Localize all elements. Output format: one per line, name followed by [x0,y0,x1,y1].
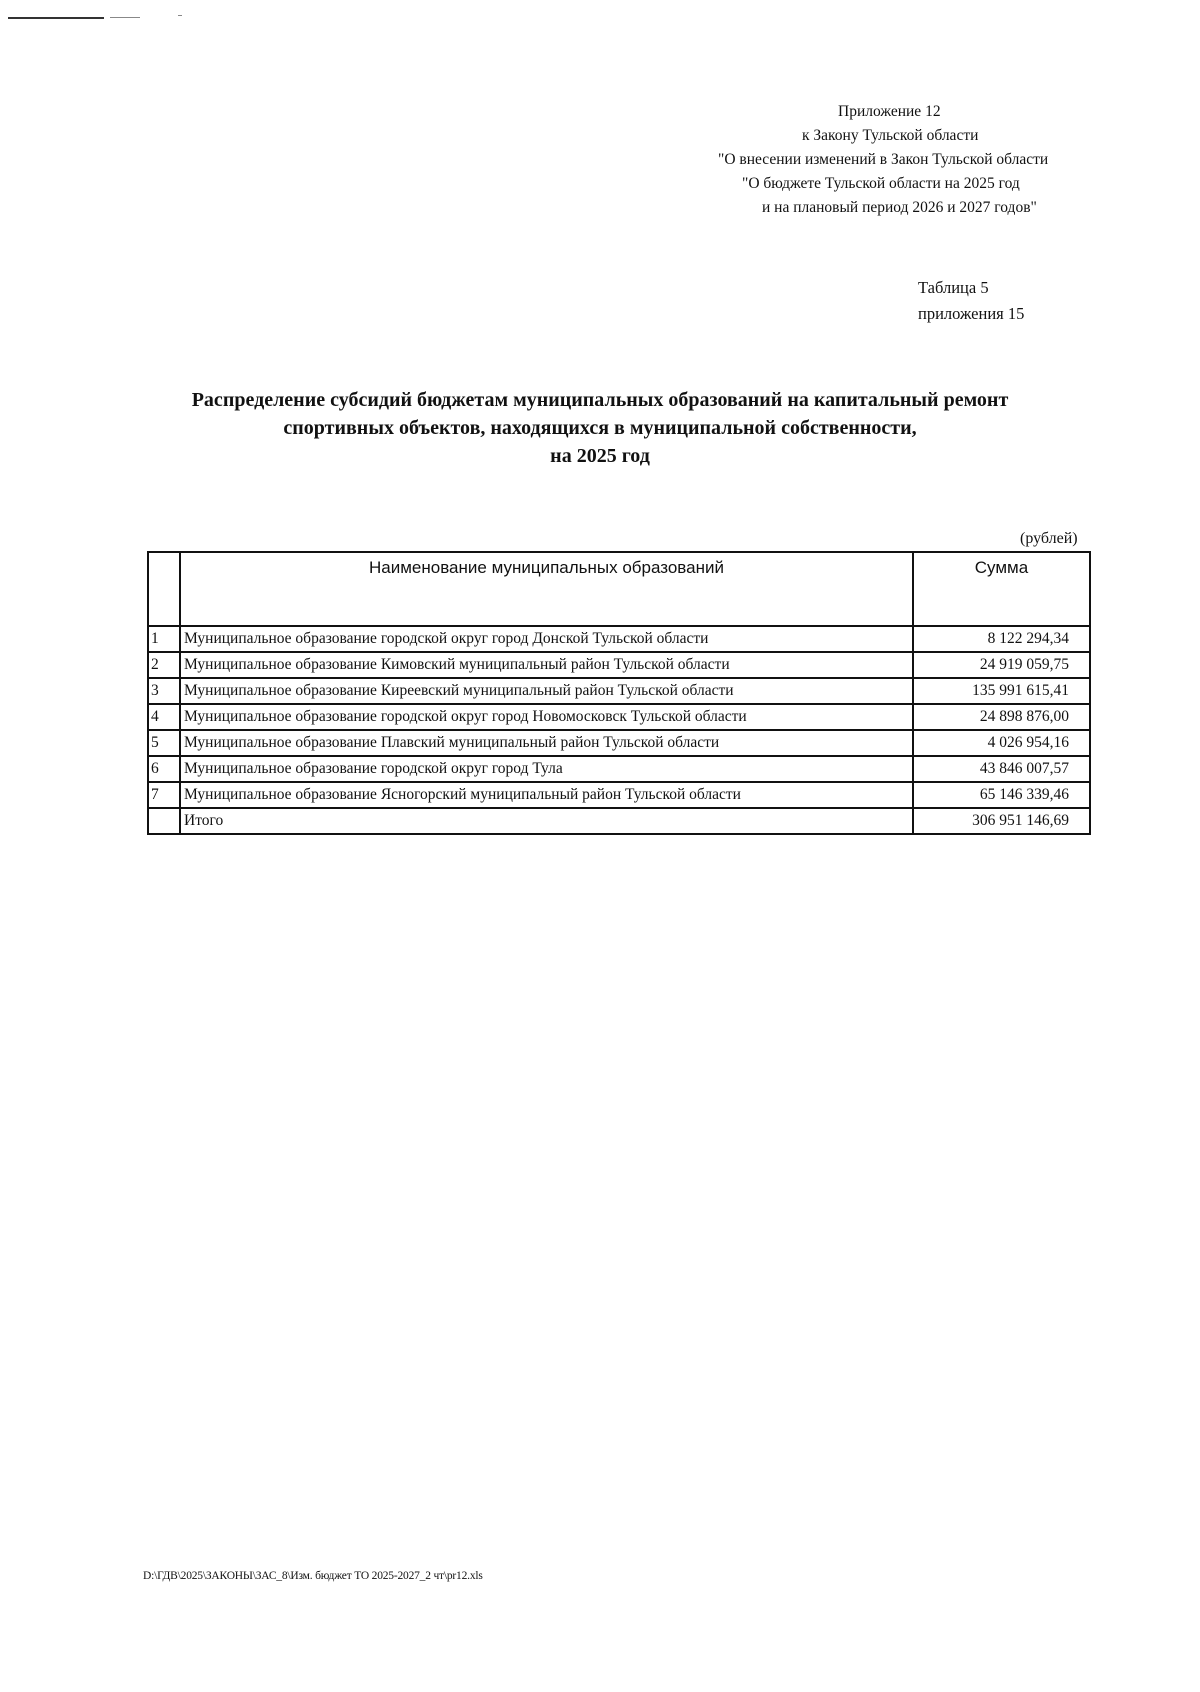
document-title [130,386,1070,470]
row-amount: 8 122 294,34 [913,626,1090,652]
row-number: 3 [148,678,180,704]
total-label: Итого [180,808,913,834]
title-line: на 2025 год [550,445,650,467]
total-number [148,808,180,834]
header-amount: Сумма [913,552,1090,626]
appendix-line: и на плановый период 2026 и 2027 годов" [762,199,1037,216]
row-name: Муниципальное образование городской округ город Новомосковск Тульской области [180,704,913,730]
table-header-row [148,552,1090,626]
appendix-line: Приложение 12 [838,103,941,120]
row-number: 5 [148,730,180,756]
subsidy-table [147,551,1091,835]
row-number: 7 [148,782,180,808]
row-amount: 24 898 876,00 [913,704,1090,730]
row-amount: 135 991 615,41 [913,678,1090,704]
scan-artifact-line [110,17,140,18]
row-number: 6 [148,756,180,782]
table-row [148,678,1090,704]
row-amount: 43 846 007,57 [913,756,1090,782]
footer-file-path: D:\ГДВ\2025\ЗАКОНЫ\ЗАС_8\Изм. бюджет ТО 2025-2027_2 чт\pr12.xls [143,1570,483,1582]
row-name: Муниципальное образование Ясногорский муниципальный район Тульской области [180,782,913,808]
appendix-line: к Закону Тульской области [802,127,979,144]
title-line: спортивных объектов, находящихся в муниципальной собственности, [283,417,917,439]
header-name: Наименование муниципальных образований [180,552,913,626]
scan-artifact-line [178,15,182,16]
table-reference [918,275,1024,327]
table-row [148,756,1090,782]
table-row [148,730,1090,756]
row-amount: 24 919 059,75 [913,652,1090,678]
total-amount: 306 951 146,69 [913,808,1090,834]
row-name: Муниципальное образование Кимовский муниципальный район Тульской области [180,652,913,678]
table-total-row [148,808,1090,834]
row-amount: 65 146 339,46 [913,782,1090,808]
row-name: Муниципальное образование Киреевский муниципальный район Тульской области [180,678,913,704]
table-row [148,652,1090,678]
table-row [148,782,1090,808]
appendix-header [660,100,1120,220]
row-number: 4 [148,704,180,730]
row-name: Муниципальное образование городской округ город Донской Тульской области [180,626,913,652]
row-number: 1 [148,626,180,652]
units-label: (рублей) [1020,530,1078,547]
table-number: Таблица 5 [918,278,989,297]
title-line: Распределение субсидий бюджетам муниципальных образований на капитальный ремонт [191,389,1009,411]
appendix-line: "О внесении изменений в Закон Тульской области [718,151,1049,168]
table-row [148,704,1090,730]
scan-artifact-line [8,17,104,19]
row-name: Муниципальное образование Плавский муниципальный район Тульской области [180,730,913,756]
row-number: 2 [148,652,180,678]
row-amount: 4 026 954,16 [913,730,1090,756]
header-number [148,552,180,626]
table-row [148,626,1090,652]
row-name: Муниципальное образование городской округ город Тула [180,756,913,782]
appendix-line: "О бюджете Тульской области на 2025 год [742,175,1020,192]
appendix-reference: приложения 15 [918,304,1025,323]
